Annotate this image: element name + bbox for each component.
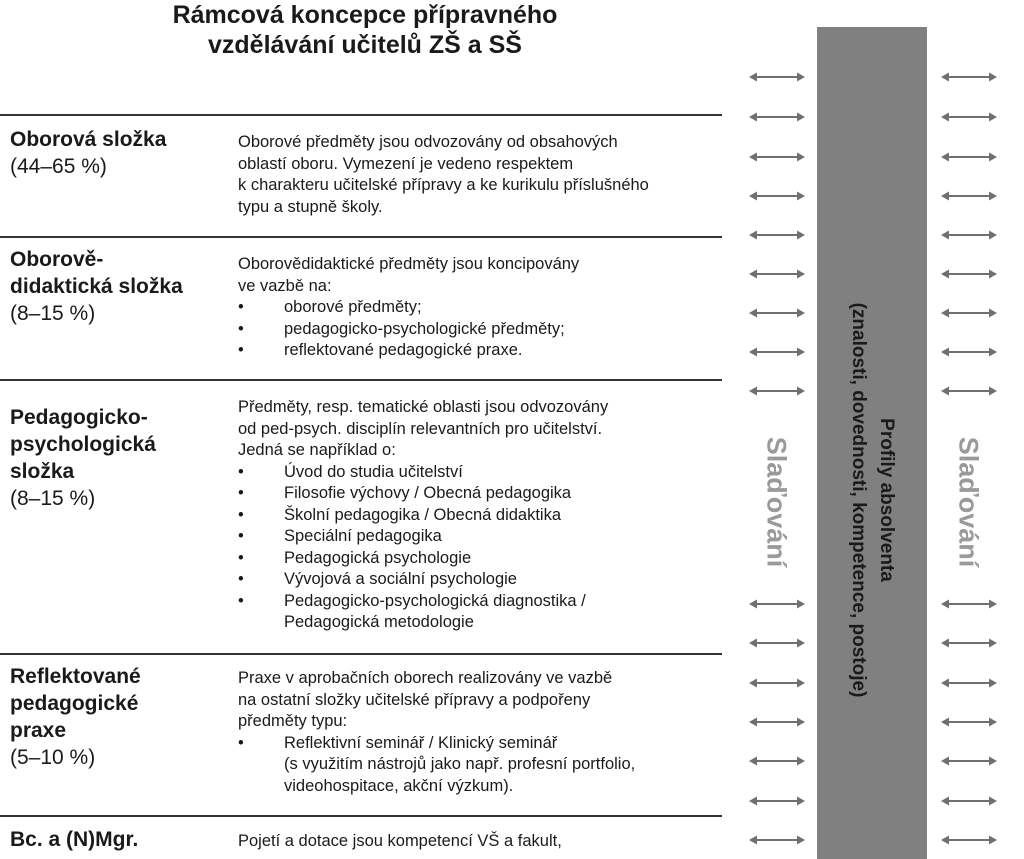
section-divider: [0, 114, 722, 116]
section-heading: [10, 246, 225, 327]
bullet-icon: •: [238, 341, 244, 359]
description-line: předměty typu:: [238, 712, 348, 730]
description-line: Jedná se například o:: [238, 441, 396, 459]
section-description: [238, 254, 733, 362]
double-arrow-icon: [749, 717, 805, 727]
double-arrow-icon: [749, 796, 805, 806]
list-item: • Pedagogicko-psychologická diagnostika / Pedagogická metodologie: [238, 591, 733, 634]
list-item: • Vývojová a sociální psychologie: [238, 569, 733, 591]
description-line: na ostatní složky učitelské přípravy a podpořeny: [238, 690, 591, 709]
section-heading-line: Oborová složka: [10, 128, 167, 151]
double-arrow-icon: [749, 386, 805, 396]
list-item: • pedagogicko-psychologické předměty;: [238, 319, 733, 341]
double-arrow-icon: [941, 717, 997, 727]
section-percent: (8–15 %): [10, 302, 96, 325]
description-line: Pojetí a dotace jsou kompetencí VŠ a fakult,: [238, 832, 562, 850]
double-arrow-icon: [941, 191, 997, 201]
double-arrow-icon: [941, 678, 997, 688]
section-percent: (8–15 %): [10, 487, 96, 510]
bullet-icon: •: [238, 527, 244, 545]
double-arrow-icon: [749, 152, 805, 162]
section-heading-line: Pedagogicko-: [10, 406, 148, 429]
list-item: • Školní pedagogika / Obecná didaktika: [238, 505, 733, 527]
list-item: • reflektované pedagogické praxe.: [238, 340, 733, 362]
title-line-2: vzdělávání učitelů ZŠ a SŠ: [207, 31, 522, 59]
double-arrow-icon: [749, 678, 805, 688]
double-arrow-icon: [749, 599, 805, 609]
alignment-label-right: Slaďování: [953, 436, 984, 568]
section-divider: [0, 379, 722, 381]
double-arrow-icon: [941, 796, 997, 806]
section-heading: [10, 663, 225, 771]
section-heading: [10, 404, 225, 512]
section-description: [238, 397, 733, 634]
double-arrow-icon: [941, 72, 997, 82]
double-arrow-icon: [941, 638, 997, 648]
description-line: typu a stupně školy.: [238, 197, 383, 216]
section-divider: [0, 653, 722, 655]
double-arrow-icon: [749, 756, 805, 766]
section-divider: [0, 815, 722, 817]
section-heading-line: Oborově-: [10, 248, 104, 271]
description-line: Předměty, resp. tematické oblasti jsou odvozovány: [238, 398, 609, 416]
double-arrow-icon: [941, 230, 997, 240]
graduate-profile-title: Profily absolventa: [876, 418, 897, 582]
section-description: [238, 132, 733, 218]
graduate-profile-label: [844, 303, 900, 698]
double-arrow-icon: [749, 638, 805, 648]
list-item: • Speciální pedagogika: [238, 526, 733, 548]
graduate-profile-subtitle: (znalosti, dovednosti, kompetence, postoje): [848, 302, 869, 698]
description-line: Oborovědidaktické předměty jsou koncipovány: [238, 255, 580, 273]
section-heading-line: pedagogické: [10, 692, 139, 715]
double-arrow-icon: [749, 347, 805, 357]
list-item: • Úvod do studia učitelství: [238, 462, 733, 484]
bullet-list: [238, 297, 733, 362]
bullet-icon: •: [238, 570, 244, 588]
alignment-label-left: Slaďování: [761, 436, 792, 568]
double-arrow-icon: [749, 308, 805, 318]
double-arrow-icon: [941, 599, 997, 609]
double-arrow-icon: [941, 112, 997, 122]
bullet-continuation: (s využitím nástrojů jako např. profesní portfolio,: [284, 755, 636, 773]
section-heading-line: Reflektované: [10, 665, 141, 688]
section-percent: (5–10 %): [10, 746, 96, 769]
section-heading-line: psychologická: [10, 433, 156, 456]
section-description: [238, 831, 733, 853]
bullet-icon: •: [238, 505, 244, 524]
description-line: ve vazbě na:: [238, 276, 332, 295]
double-arrow-icon: [941, 835, 997, 845]
section-heading-line: didaktická složka: [10, 275, 183, 298]
double-arrow-icon: [749, 269, 805, 279]
bullet-list: [238, 462, 733, 634]
double-arrow-icon: [941, 308, 997, 318]
section-divider: [0, 236, 722, 238]
section-percent: (44–65 %): [10, 155, 107, 178]
description-line: Oborové předměty jsou odvozovány od obsahových: [238, 133, 618, 151]
double-arrow-icon: [749, 230, 805, 240]
bullet-icon: •: [238, 462, 244, 481]
list-item: • Filosofie výchovy / Obecná pedagogika: [238, 483, 733, 505]
bullet-icon: •: [238, 733, 244, 752]
bullet-icon: •: [238, 298, 244, 316]
bullet-icon: •: [238, 591, 244, 610]
list-item: • Pedagogická psychologie: [238, 548, 733, 570]
double-arrow-icon: [941, 152, 997, 162]
section-heading-line: složka: [10, 460, 75, 483]
bullet-icon: •: [238, 484, 244, 502]
double-arrow-icon: [749, 72, 805, 82]
double-arrow-icon: [941, 756, 997, 766]
section-description: [238, 668, 733, 797]
bullet-continuation: videohospitace, akční výzkum).: [284, 776, 514, 795]
section-heading: [10, 126, 225, 180]
list-item: • oborové předměty;: [238, 297, 733, 319]
list-item: • Reflektivní seminář / Klinický seminář (s využitím nástrojů jako např. profesní portfolio, videohospitace, akční výzkum).: [238, 733, 733, 798]
bullet-icon: •: [238, 319, 244, 338]
section-heading-line: praxe: [10, 719, 67, 742]
bullet-list: [238, 733, 733, 798]
description-line: k charakteru učitelské přípravy a ke kurikulu příslušného: [238, 176, 649, 194]
description-line: Praxe v aprobačních oborech realizovány ve vazbě: [238, 669, 613, 687]
title-line-1: Rámcová koncepce přípravného: [172, 1, 558, 29]
double-arrow-icon: [749, 112, 805, 122]
section-heading-line: Bc. a (N)Mgr.: [10, 828, 139, 851]
double-arrow-icon: [941, 269, 997, 279]
double-arrow-icon: [749, 191, 805, 201]
description-line: oblastí oboru. Vymezení je vedeno respektem: [238, 154, 574, 173]
double-arrow-icon: [941, 386, 997, 396]
double-arrow-icon: [941, 347, 997, 357]
bullet-icon: •: [238, 548, 244, 567]
section-heading: [10, 826, 225, 853]
description-line: od ped-psych. disciplín relevantních pro učitelství.: [238, 419, 603, 438]
double-arrow-icon: [749, 835, 805, 845]
bullet-continuation: Pedagogická metodologie: [284, 613, 474, 631]
